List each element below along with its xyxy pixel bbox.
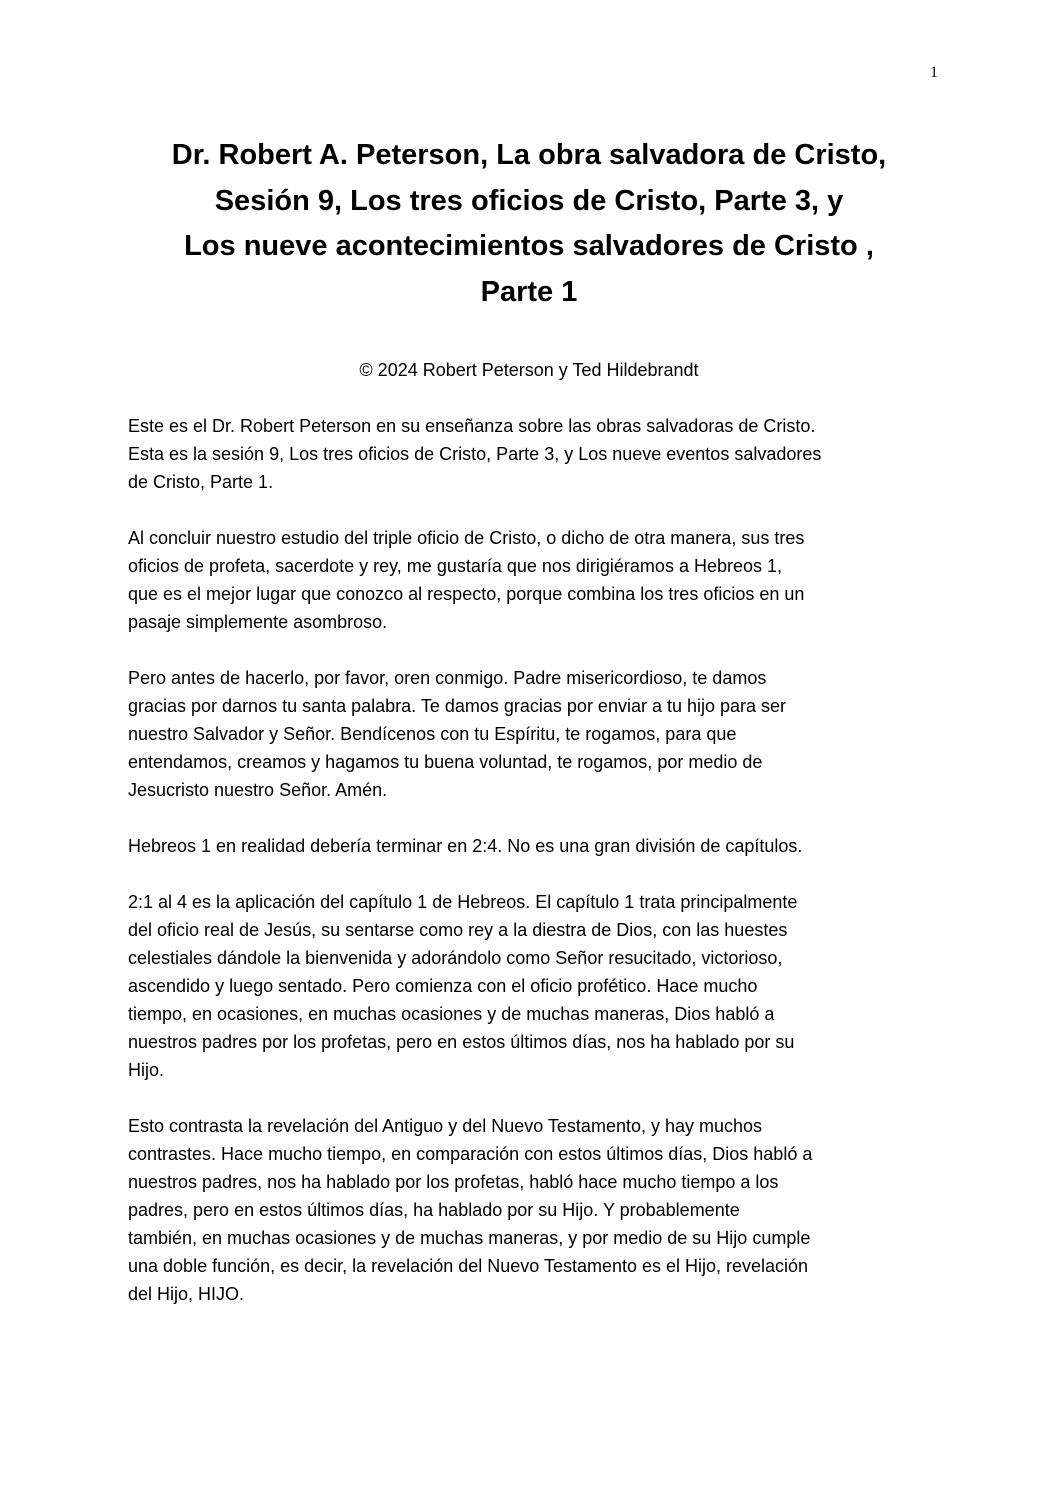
text-line: nuestros padres por los profetas, pero en estos últimos días, nos ha hablado por su [128,1032,795,1052]
text-line: de Cristo, Parte 1. [128,472,274,492]
copyright-notice: © 2024 Robert Peterson y Ted Hildebrandt [359,360,699,380]
text-line: 2:1 al 4 es la aplicación del capítulo 1 de Hebreos. El capítulo 1 trata principalmente [128,892,798,912]
text-line: nuestros padres, nos ha hablado por los profetas, habló hace mucho tiempo a los [128,1172,779,1192]
text-line: que es el mejor lugar que conozco al respecto, porque combina los tres oficios en un [128,584,805,604]
text-line: del Hijo, HIJO. [128,1284,245,1304]
text-line: celestiales dándole la bienvenida y adorándolo como Señor resucitado, victorioso, [128,948,783,968]
text-line: padres, pero en estos últimos días, ha hablado por su Hijo. Y probablemente [128,1200,740,1220]
paragraph-royal-office [128,888,943,1084]
text-line: oficios de profeta, sacerdote y rey, me gustaría que nos dirigiéramos a Hebreos 1, [128,556,783,576]
page-title [110,133,948,315]
text-line: nuestro Salvador y Señor. Bendícenos con tu Espíritu, te rogamos, para que [128,724,737,744]
text-line: Hebreos 1 en realidad debería terminar en 2:4. No es una gran división de capítulos. [128,836,803,856]
text-line: Hijo. [128,1060,165,1080]
text-line: pasaje simplemente asombroso. [128,612,388,632]
text-line: Pero antes de hacerlo, por favor, oren conmigo. Padre misericordioso, te damos [128,668,767,688]
paragraph-triple-office [128,524,943,636]
paragraph-chapter-division [128,832,943,860]
page-number: 1 [930,64,938,81]
paragraph-introduction [128,412,943,496]
text-line: una doble función, es decir, la revelación del Nuevo Testamento es el Hijo, revelación [128,1256,809,1276]
title-line: Parte 1 [480,275,578,308]
text-line: tiempo, en ocasiones, en muchas ocasiones y de muchas maneras, Dios habló a [128,1004,775,1024]
title-line: Los nueve acontecimientos salvadores de Cristo , [184,230,874,262]
text-line: también, en muchas ocasiones y de muchas maneras, y por medio de su Hijo cumple [128,1228,811,1248]
text-line: Esto contrasta la revelación del Antiguo y del Nuevo Testamento, y hay muchos [128,1116,763,1136]
text-line: del oficio real de Jesús, su sentarse como rey a la diestra de Dios, con las huestes [128,920,788,940]
paragraph-prayer [128,664,943,804]
text-line: Esta es la sesión 9, Los tres oficios de Cristo, Parte 3, y Los nueve eventos salvadores [128,444,822,464]
title-line: Dr. Robert A. Peterson, La obra salvadora de Cristo, [171,139,887,171]
text-line: Jesucristo nuestro Señor. Amén. [128,780,388,800]
text-line: ascendido y luego sentado. Pero comienza con el oficio profético. Hace mucho [128,976,758,996]
text-line: gracias por darnos tu santa palabra. Te damos gracias por enviar a tu hijo para ser [128,696,787,716]
paragraph-revelation-contrast [128,1112,943,1308]
text-line: Al concluir nuestro estudio del triple oficio de Cristo, o dicho de otra manera, sus tres [128,528,805,548]
title-line: Sesión 9, Los tres oficios de Cristo, Parte 3, y [214,184,844,217]
text-line: contrastes. Hace mucho tiempo, en comparación con estos últimos días, Dios habló a [128,1144,813,1164]
text-line: entendamos, creamos y hagamos tu buena voluntad, te rogamos, por medio de [128,752,763,772]
text-line: Este es el Dr. Robert Peterson en su enseñanza sobre las obras salvadoras de Cristo. [128,416,816,436]
